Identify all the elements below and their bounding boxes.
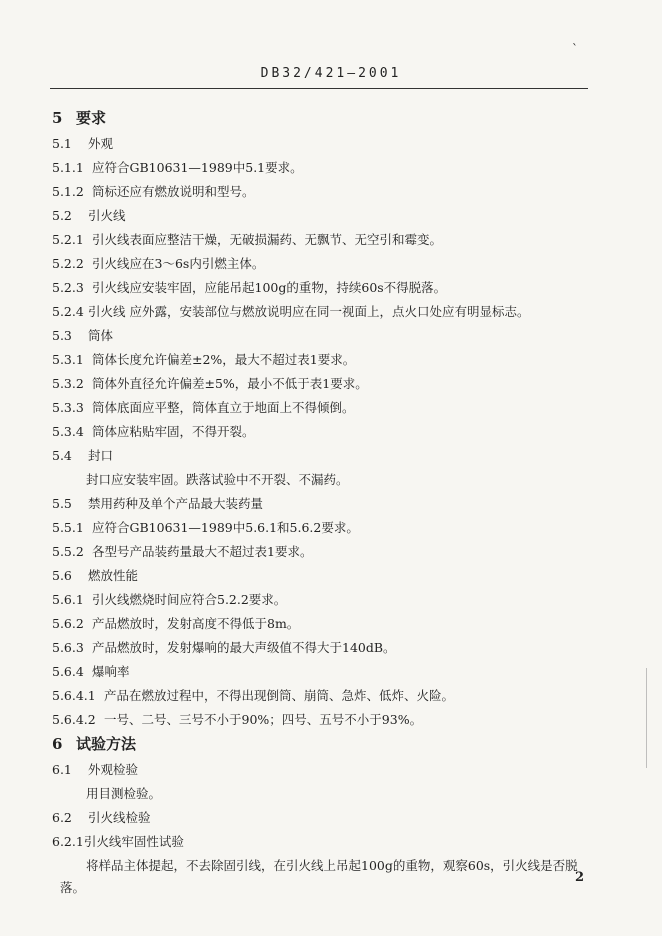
clause: 5.1.2 筒标还应有燃放说明和型号。 [52,184,255,199]
subsection-heading: 6.2 引火线检验 [52,810,151,825]
paragraph-continuation: 落。 [60,880,86,895]
subsection-heading: 5.6 燃放性能 [52,568,139,583]
clause: 5.3.4 筒体应粘贴牢固，不得开裂。 [52,424,255,439]
subsection-heading: 5.5 禁用药种及单个产品最大装药量 [52,496,264,511]
clause: 5.1.1 应符合GB10631—1989中5.1要求。 [52,160,303,175]
clause: 5.5.1 应符合GB10631—1989中5.6.1和5.6.2要求。 [52,520,359,535]
clause: 5.6.3 产品燃放时，发射爆响的最大声级值不得大于140dB。 [52,640,396,655]
section-heading: 6 试验方法 [52,735,137,753]
clause: 5.3.2 筒体外直径允许偏差±5%，最小不低于表1要求。 [52,376,368,391]
page-number: 2 [574,870,584,885]
subsection-heading: 5.3 筒体 [52,328,114,343]
clause: 5.6.1 引火线燃烧时间应符合5.2.2要求。 [52,592,287,607]
clause: 5.6.4.2 一号、二号、三号不小于90%；四号、五号不小于93%。 [52,712,423,727]
scan-edge-mark [646,668,661,768]
clause: 5.6.4 爆响率 [52,664,130,679]
subsection-heading: 5.4 封口 [52,448,114,463]
paragraph: 将样品主体提起，不去除固引线，在引火线上吊起100g的重物，观察60s，引火线是否脱 [86,858,578,873]
subsection-heading: 6.1 外观检验 [52,762,139,777]
clause: 6.2.1引火线牢固性试验 [52,834,184,849]
subsection-heading: 5.1 外观 [52,136,114,151]
subsection-heading: 5.2 引火线 [52,208,126,223]
clause: 5.3.3 筒体底面应平整，筒体直立于地面上不得倾倒。 [52,400,355,415]
clause: 5.2.2 引火线应在3～6s内引燃主体。 [52,256,265,271]
clause: 5.2.1 引火线表面应整洁干燥，无破损漏药、无飘节、无空引和霉变。 [52,232,443,247]
scan-mark: ˋ [572,42,578,56]
paragraph: 封口应安装牢固。跌落试验中不开裂、不漏药。 [86,472,349,487]
section-heading: 5 要求 [52,109,107,127]
header-rule [50,88,588,89]
clause: 5.2.4 引火线 应外露，安装部位与燃放说明应在同一视面上，点火口处应有明显标志。 [52,304,530,319]
clause: 5.2.3 引火线应安装牢固，应能吊起100g的重物，持续60s不得脱落。 [52,280,447,295]
clause: 5.6.2 产品燃放时，发射高度不得低于8m。 [52,616,300,631]
clause: 5.6.4.1 产品在燃放过程中，不得出现倒筒、崩筒、急炸、低炸、火险。 [52,688,455,703]
clause: 5.5.2 各型号产品装药量最大不超过表1要求。 [52,544,313,559]
clause: 5.3.1 筒体长度允许偏差±2%，最大不超过表1要求。 [52,352,356,367]
paragraph: 用目测检验。 [86,786,162,801]
standard-code-header: DB32/421—2001 [260,66,402,81]
